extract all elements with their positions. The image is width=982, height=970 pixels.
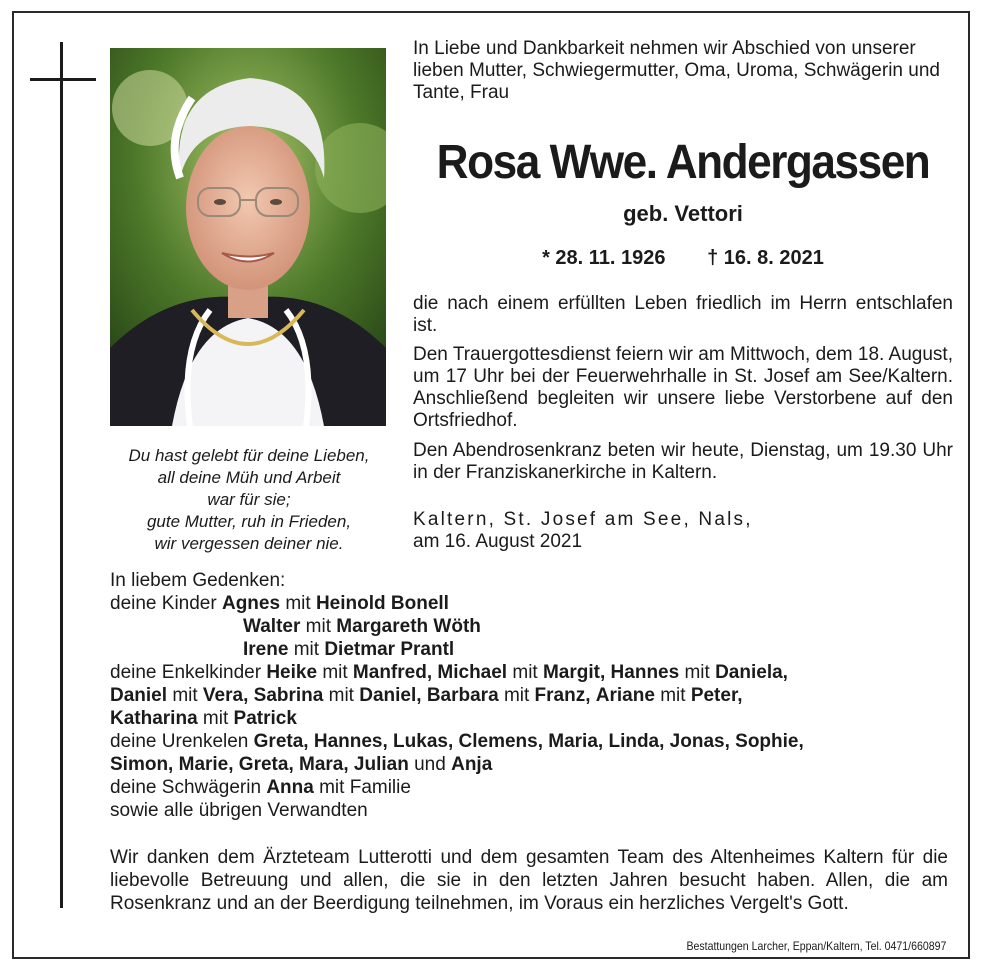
children-row	[110, 638, 960, 661]
mourners-list	[110, 569, 960, 822]
connector: mit	[322, 662, 348, 683]
undertaker-credit: Bestattungen Larcher, Eppan/Kaltern, Tel. 0471/660897	[686, 939, 946, 953]
memorial-verse	[104, 445, 394, 555]
sister-in-law-name: Anna	[266, 777, 314, 798]
child-partner: Heinold Bonell	[315, 593, 449, 614]
connector: mit	[512, 662, 538, 683]
intro-text: In Liebe und Dankbarkeit nehmen wir Abschied von unserer lieben Mutter, Schwiegermutter, Oma, Uroma, Schwägerin und Tante, Frau	[413, 38, 940, 103]
connector: mit	[684, 662, 710, 683]
birth-date: * 28. 11. 1926	[542, 247, 666, 269]
children-row	[110, 592, 960, 615]
great-grandchildren-names: Simon, Marie, Greta, Mara, Julian	[110, 754, 409, 775]
grandchildren-row	[110, 661, 960, 684]
grandchildren-row	[110, 707, 960, 730]
death-date: † 16. 8. 2021	[707, 247, 824, 269]
connector: und	[414, 754, 446, 775]
grandchild-name: Barbara	[426, 685, 499, 706]
grandchild-partner: Peter,	[690, 685, 743, 706]
rosary-text: Den Abendrosenkranz beten wir heute, Dienstag, um 19.30 Uhr in der Franziskanerkirche in Kaltern.	[413, 440, 953, 483]
grandchildren-label: deine Enkelkinder	[110, 662, 262, 683]
thanks-text: Wir danken dem Ärzteteam Lutterotti und dem gesamten Team des Altenheimes Kaltern für die liebevolle Betreuung und allen, die sie in den letzten Jahren besucht haben. Allen, die am Rosenkranz und an der Beerdigung teilnehmen, im Voraus ein herzliches Vergelt's Gott.	[110, 847, 948, 914]
portrait-photo	[110, 48, 386, 426]
grandchild-partner: Margit,	[542, 662, 606, 683]
grandchild-name: Michael	[437, 662, 508, 683]
connector: mit	[503, 685, 530, 706]
child-partner: Dietmar Prantl	[324, 639, 455, 660]
grandchild-partner: Daniela,	[715, 662, 788, 683]
connector: mit	[293, 639, 320, 660]
maiden-name: geb. Vettori	[623, 201, 743, 226]
connector: mit	[172, 685, 198, 706]
grandchild-name: Ariane	[595, 685, 655, 706]
child-name: Agnes	[221, 593, 281, 614]
child-partner: Margareth Wöth	[336, 616, 481, 637]
great-grandchildren-row	[110, 730, 960, 753]
funeral-service-text: Den Trauergottesdienst feiern wir am Mittwoch, dem 18. August, um 17 Uhr bei der Feuerwehrhalle in St. Josef am See/Kaltern. Anschließend begleiten wir unsere liebe Verstorbene auf den Ortsfriedhof.	[413, 344, 953, 431]
grandchild-partner: Franz,	[534, 685, 591, 706]
verse-line: wir vergessen deiner nie.	[154, 534, 344, 553]
sister-in-law-label: deine Schwägerin	[110, 777, 262, 798]
life-dates	[413, 245, 953, 271]
grandchild-name: Daniel	[110, 685, 168, 706]
child-name: Walter	[243, 616, 301, 637]
grandchild-name: Hannes	[610, 662, 680, 683]
grandchild-partner: Manfred,	[352, 662, 433, 683]
great-grandchildren-label: deine Urenkelen	[110, 731, 249, 752]
verse-line: gute Mutter, ruh in Frieden,	[146, 512, 352, 531]
child-name: Irene	[243, 639, 289, 660]
connector: mit	[660, 685, 686, 706]
grandchild-name: Heike	[266, 662, 318, 683]
passing-text: die nach einem erfüllten Leben friedlich im Herrn entschlafen ist.	[413, 293, 953, 336]
cross-icon	[60, 42, 63, 908]
verse-line: war für sie;	[207, 490, 291, 509]
place-line: Kaltern, St. Josef am See, Nals,	[413, 509, 753, 530]
grandchild-partner: Daniel,	[359, 685, 422, 706]
children-label: deine Kinder	[110, 593, 217, 614]
mourners-heading: In liebem Gedenken:	[110, 570, 286, 591]
connector: mit	[328, 685, 354, 706]
grandchild-partner: Vera,	[202, 685, 249, 706]
place-date	[413, 509, 953, 553]
cross-icon-bar	[30, 78, 96, 81]
grandchildren-row	[110, 684, 960, 707]
connector: mit	[285, 593, 311, 614]
great-grandchild-name: Anja	[451, 754, 493, 775]
connector: mit	[202, 708, 229, 729]
sister-in-law-suffix: mit Familie	[319, 777, 411, 798]
verse-line: all deine Müh und Arbeit	[157, 468, 341, 487]
deceased-name: Rosa Wwe. Andergassen	[436, 136, 930, 189]
connector: mit	[305, 616, 331, 637]
grandchild-name: Sabrina	[253, 685, 324, 706]
sister-in-law-row	[110, 776, 960, 799]
grandchild-partner: Patrick	[233, 708, 297, 729]
children-row	[110, 615, 960, 638]
great-grandchildren-names: Greta, Hannes, Lukas, Clemens, Maria, Linda, Jonas, Sophie,	[253, 731, 804, 752]
date-line: am 16. August 2021	[413, 531, 583, 552]
great-grandchildren-row	[110, 753, 960, 776]
other-relatives: sowie alle übrigen Verwandten	[110, 800, 368, 821]
grandchild-name: Katharina	[110, 708, 198, 729]
verse-line: Du hast gelebt für deine Lieben,	[128, 446, 370, 465]
